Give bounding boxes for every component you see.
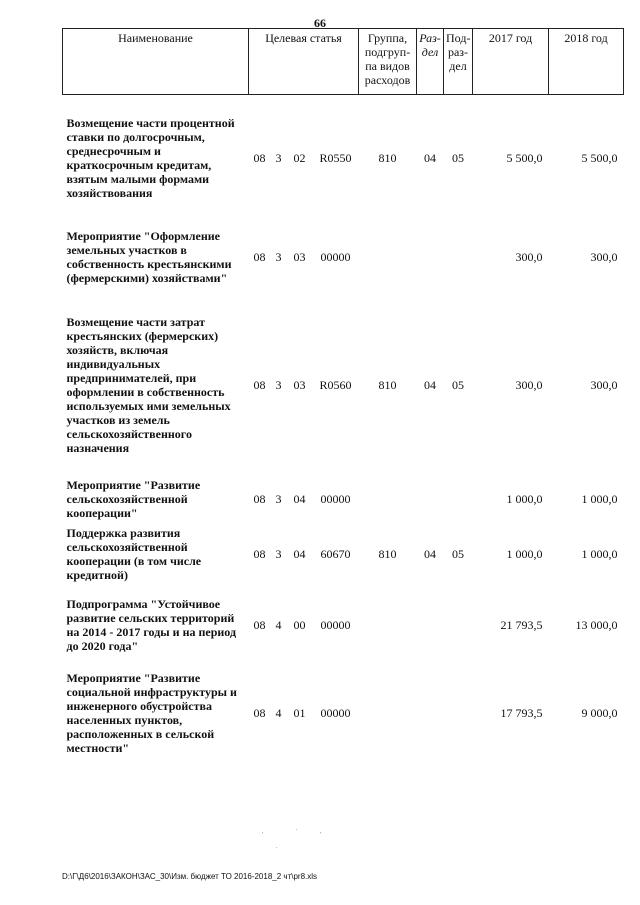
row-2017: 300,0 bbox=[515, 378, 543, 392]
row-2018: 300,0 bbox=[590, 378, 618, 392]
table-row bbox=[63, 593, 624, 657]
row-section bbox=[417, 219, 444, 295]
row-group bbox=[359, 475, 417, 523]
table-spacer bbox=[63, 95, 624, 108]
row-target-3: 04 bbox=[293, 547, 306, 561]
row-subsection bbox=[444, 593, 473, 657]
row-target-3: 01 bbox=[293, 706, 306, 720]
row-name: Возмещение части затрат крестьянских (фермерских) хозяйств, включая индивидуальных предпринимателей, при оформлении в собственность используемых ими земельных участков из земель сельскохозяйственного назначения bbox=[66, 315, 231, 455]
row-name: Подпрограмма "Устойчивое развитие сельских территорий на 2014 - 2017 годы и на период до 2020 года" bbox=[66, 597, 237, 653]
table-spacer bbox=[63, 657, 624, 667]
row-target-2: 3 bbox=[275, 151, 282, 165]
row-target-2: 4 bbox=[275, 706, 282, 720]
row-name: Мероприятие "Оформление земельных участков в собственность крестьянскими (фермерскими) хозяйствами" bbox=[66, 229, 232, 285]
row-subsection bbox=[444, 219, 473, 295]
row-target-1: 08 bbox=[253, 618, 266, 632]
row-section: 04 bbox=[424, 151, 437, 165]
table-spacer bbox=[63, 209, 624, 219]
row-subsection: 05 bbox=[452, 151, 465, 165]
table-spacer bbox=[63, 295, 624, 305]
table-spacer bbox=[63, 465, 624, 475]
row-target-1: 08 bbox=[253, 706, 266, 720]
row-group: 810 bbox=[378, 547, 397, 561]
row-2018: 9 000,0 bbox=[581, 706, 618, 720]
table-row bbox=[63, 107, 624, 209]
row-2018: 300,0 bbox=[590, 250, 618, 264]
row-target-4: 60670 bbox=[320, 547, 351, 561]
table-row bbox=[63, 475, 624, 523]
row-target-3: 03 bbox=[293, 378, 306, 392]
row-target-4: R0550 bbox=[319, 151, 352, 165]
row-2018: 5 500,0 bbox=[581, 151, 618, 165]
row-group: 810 bbox=[378, 378, 397, 392]
row-target-2: 4 bbox=[275, 618, 282, 632]
table-row bbox=[63, 667, 624, 759]
row-target-4: 00000 bbox=[320, 492, 351, 506]
row-2017: 17 793,5 bbox=[500, 706, 543, 720]
table-row bbox=[63, 305, 624, 465]
row-section bbox=[417, 667, 444, 759]
row-group bbox=[359, 593, 417, 657]
header-group: Группа, подгруп- па видов расходов bbox=[359, 29, 417, 95]
page-number: 66 bbox=[314, 16, 326, 30]
row-name: Мероприятие "Развитие социальной инфраструктуры и инженерного обустройства населенных пунктов, расположенных в сельской местности" bbox=[66, 671, 237, 755]
row-group bbox=[359, 667, 417, 759]
row-target-3: 00 bbox=[293, 618, 306, 632]
header-target: Целевая статья bbox=[249, 29, 359, 95]
table-spacer bbox=[63, 585, 624, 593]
header-2018: 2018 год bbox=[549, 29, 624, 95]
scan-speck: ' bbox=[320, 832, 322, 838]
row-target-2: 3 bbox=[275, 547, 282, 561]
row-target-4: 00000 bbox=[320, 618, 351, 632]
row-target-2: 3 bbox=[275, 250, 282, 264]
header-name: Наименование bbox=[63, 29, 249, 95]
row-section: 04 bbox=[424, 378, 437, 392]
scan-speck: . bbox=[276, 844, 278, 850]
row-subsection: 05 bbox=[452, 378, 465, 392]
scan-speck: ' bbox=[262, 832, 264, 838]
row-subsection bbox=[444, 475, 473, 523]
row-section bbox=[417, 593, 444, 657]
row-target-2: 3 bbox=[275, 378, 282, 392]
scan-speck: . bbox=[296, 826, 298, 832]
row-2017: 5 500,0 bbox=[506, 151, 543, 165]
row-target-2: 3 bbox=[275, 492, 282, 506]
row-2017: 1 000,0 bbox=[506, 547, 543, 561]
row-2018: 1 000,0 bbox=[581, 547, 618, 561]
row-group bbox=[359, 219, 417, 295]
row-target-4: 00000 bbox=[320, 706, 351, 720]
table-row bbox=[63, 523, 624, 585]
header-row bbox=[63, 29, 624, 95]
row-2017: 300,0 bbox=[515, 250, 543, 264]
row-target-3: 02 bbox=[293, 151, 306, 165]
row-2018: 13 000,0 bbox=[575, 618, 618, 632]
row-subsection bbox=[444, 667, 473, 759]
row-target-4: 00000 bbox=[320, 250, 351, 264]
header-2017: 2017 год bbox=[473, 29, 549, 95]
row-target-1: 08 bbox=[253, 378, 266, 392]
header-subsection: Под- раз- дел bbox=[444, 29, 473, 95]
row-target-3: 03 bbox=[293, 250, 306, 264]
row-name: Поддержка развития сельскохозяйственной кооперации (в том числе кредитной) bbox=[66, 526, 202, 582]
row-target-3: 04 bbox=[293, 492, 306, 506]
table-row bbox=[63, 219, 624, 295]
row-name: Мероприятие "Развитие сельскохозяйственной кооперации" bbox=[66, 478, 201, 520]
footer-file-path: D:\Г\Д6\2016\ЗАКОН\ЗАС_30\Изм. бюджет ТО 2016-2018_2 чт\pr8.xls bbox=[62, 872, 318, 881]
row-2018: 1 000,0 bbox=[581, 492, 618, 506]
budget-table bbox=[62, 28, 624, 759]
row-target-1: 08 bbox=[253, 250, 266, 264]
header-section: Раз- дел bbox=[417, 29, 444, 95]
row-target-1: 08 bbox=[253, 492, 266, 506]
row-2017: 21 793,5 bbox=[500, 618, 543, 632]
row-section: 04 bbox=[424, 547, 437, 561]
row-target-1: 08 bbox=[253, 547, 266, 561]
row-target-1: 08 bbox=[253, 151, 266, 165]
row-target-4: R0560 bbox=[319, 378, 352, 392]
row-name: Возмещение части процентной ставки по долгосрочным, среднесрочным и краткосрочным кредитам, взятым малыми формами хозяйствования bbox=[66, 116, 235, 200]
row-group: 810 bbox=[378, 151, 397, 165]
row-2017: 1 000,0 bbox=[506, 492, 543, 506]
row-subsection: 05 bbox=[452, 547, 465, 561]
row-section bbox=[417, 475, 444, 523]
